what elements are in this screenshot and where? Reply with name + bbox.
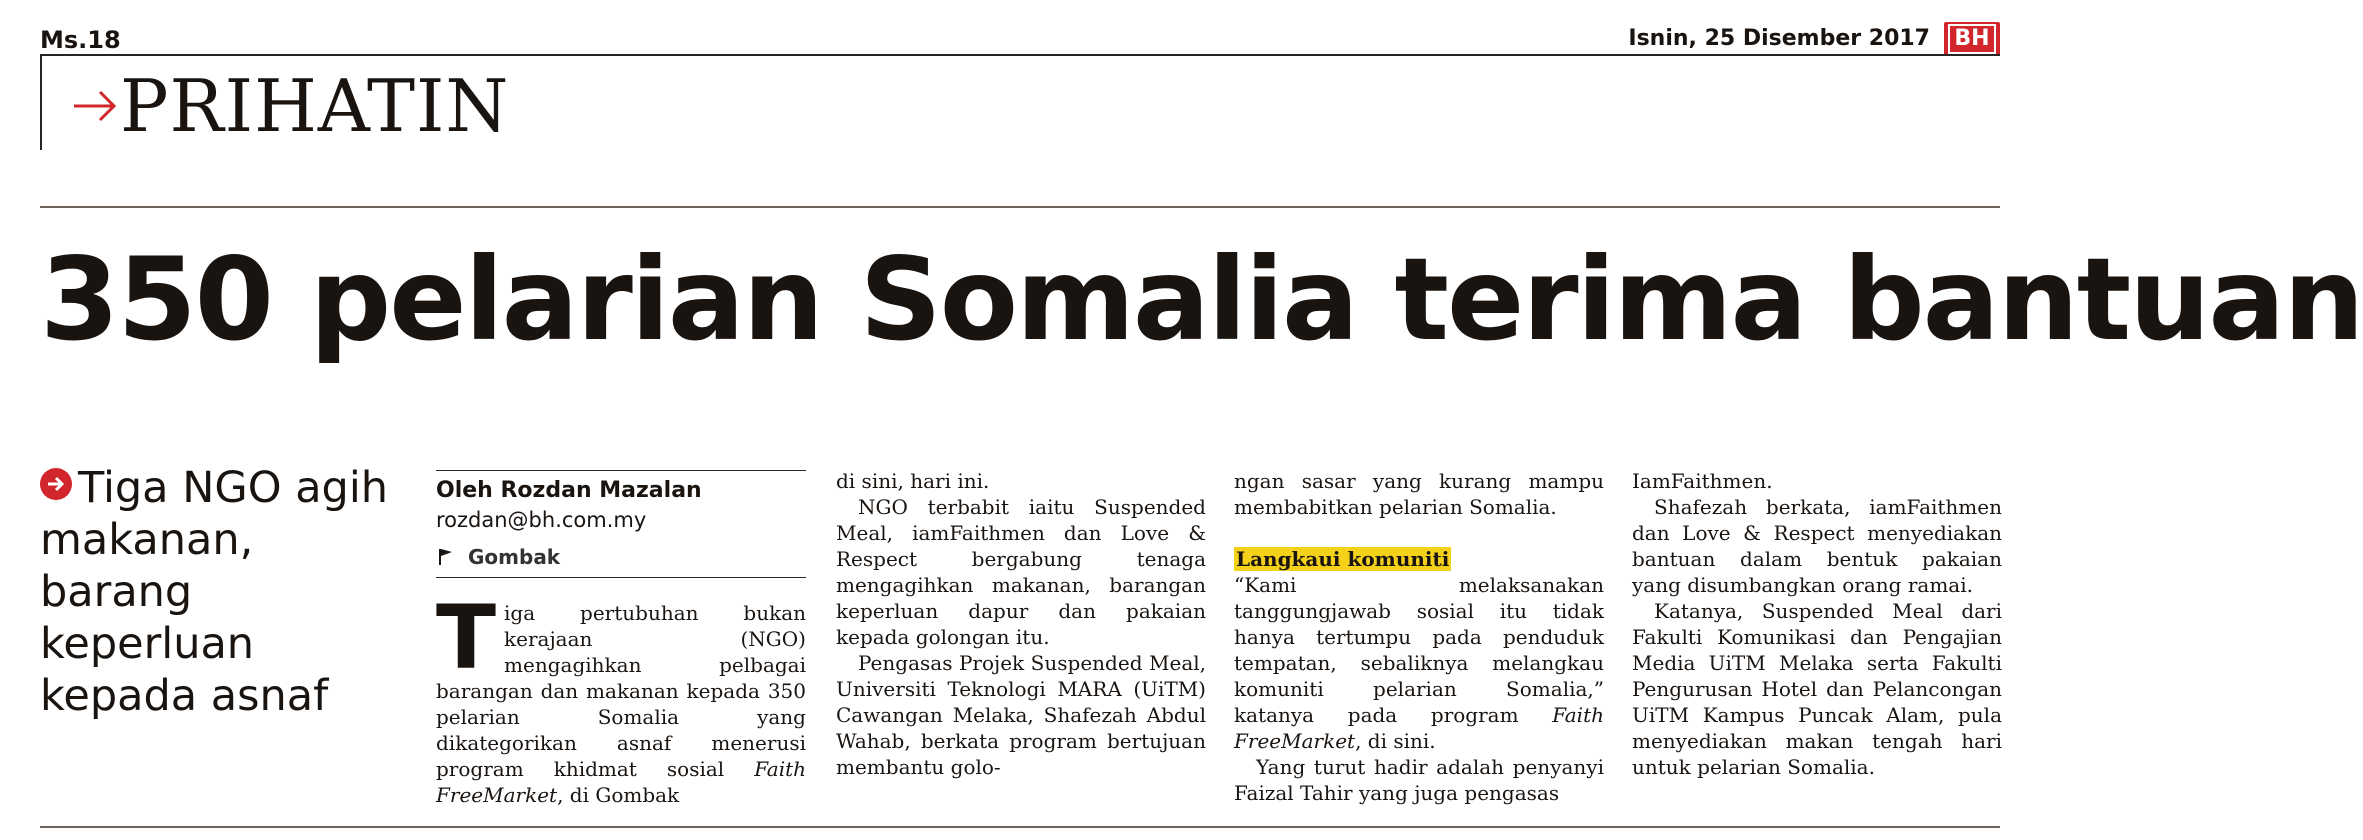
page-number: Ms.18 (40, 26, 121, 54)
arrow-circle-icon (40, 468, 72, 500)
article-paragraph: Katanya, Suspended Meal dari Fakulti Komunikasi dan Pengajian Media UiTM Melaka serta Fakulti Pengurusan Hotel dan Pelancongan UiTM Kampus Puncak Alam, pula menyediakan makan tengah hari untuk pelarian Somalia. (1632, 599, 2002, 779)
headline-divider (40, 206, 2000, 208)
article-column-1 (436, 586, 807, 808)
headline: 350 pelarian Somalia terima bantuan (40, 233, 2363, 366)
byline-location (436, 543, 806, 571)
summary-deck (40, 462, 410, 722)
logo-text: BH (1948, 24, 1995, 54)
article-paragraph: IamFaithmen. (1632, 469, 1773, 493)
drop-cap: T (436, 586, 497, 689)
section-label: PRIHATIN (120, 64, 510, 148)
article-paragraph: Yang turut hadir adalah penyanyi Faizal Tahir yang juga pengasas (1234, 755, 1604, 805)
publication-date: Isnin, 25 Disember 2017 (1628, 26, 1930, 51)
byline-top-rule (436, 470, 806, 471)
arrow-right-icon (70, 76, 120, 136)
article-paragraph: di sini, hari ini. (836, 469, 990, 493)
article-column-3 (1234, 468, 1604, 806)
section-heading (70, 64, 510, 148)
bh-logo (1944, 22, 2000, 56)
byline (436, 470, 806, 578)
author-email[interactable]: rozdan@bh.com.my (436, 508, 647, 532)
section-left-rule (40, 54, 42, 150)
article-subheading: Langkaui komuniti (1236, 547, 1450, 571)
article-column-2 (836, 468, 1206, 780)
footer-divider (40, 826, 2000, 828)
page-header (40, 26, 2000, 54)
byline-bottom-rule (436, 577, 806, 578)
flag-icon (438, 548, 454, 566)
article-paragraph: NGO terbabit iaitu Suspended Meal, iamFaithmen dan Love & Respect bergabung tenaga mengagihkan makanan, barangan keperluan dapur dan pakaian kepada golongan itu. (836, 495, 1206, 649)
summary-text: Tiga NGO agih makanan, barang keperluan kepada asnaf (40, 463, 389, 721)
article-paragraph: Tiga pertubuhan bukan kerajaan (NGO) mengagihkan pelbagai barangan dan makanan kepada 350 pelarian Somalia yang dikategorikan asnaf menerusi program khidmat sosial Faith FreeMarket, di Gombak (436, 586, 807, 807)
header-divider (40, 54, 2000, 56)
author-name: Oleh Rozdan Mazalan (436, 478, 702, 503)
location-name: Gombak (468, 545, 561, 569)
article-column-4 (1632, 468, 2002, 780)
article-paragraph: Shafezah berkata, iamFaithmen dan Love & Respect menyediakan bantuan dalam bentuk pakaian yang disumbangkan orang ramai. (1632, 495, 2002, 597)
article-paragraph: Pengasas Projek Suspended Meal, Universiti Teknologi MARA (UiTM) Cawangan Melaka, Shafezah Abdul Wahab, berkata program bertujuan membantu golo- (836, 651, 1206, 779)
article-paragraph: “Kami melaksanakan tanggungjawab sosial itu tidak hanya tertumpu pada penduduk tempatan, sebaliknya melangkau komuniti pelarian Somalia,” katanya pada program Faith FreeMarket, di sini. (1234, 573, 1604, 753)
article-paragraph: ngan sasar yang kurang mampu membabitkan pelarian Somalia. (1234, 469, 1604, 519)
